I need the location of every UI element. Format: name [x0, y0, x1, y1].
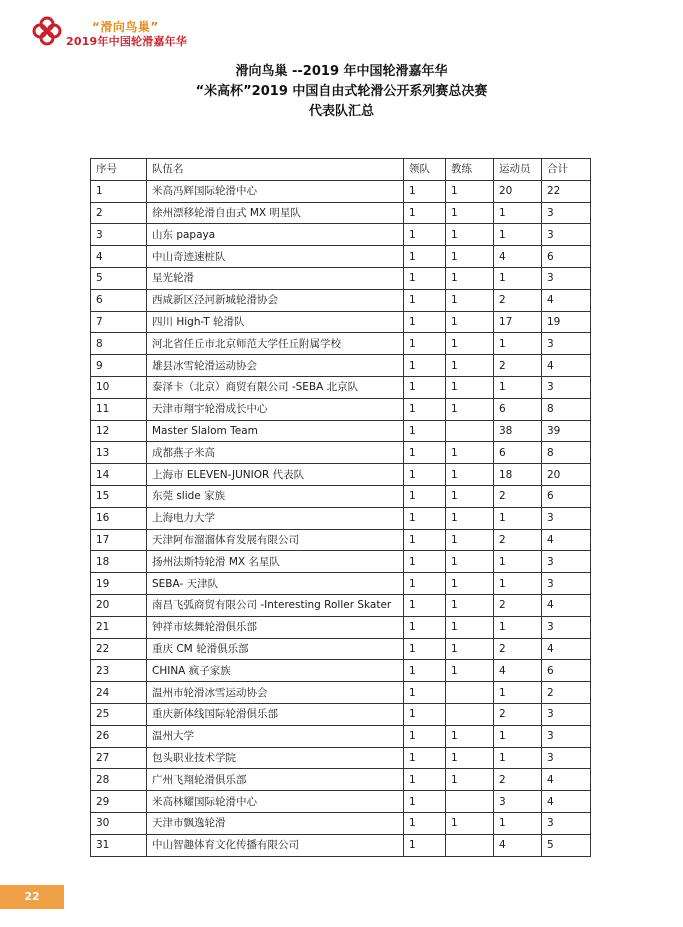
cell-total-count: 3 [542, 267, 591, 289]
cell-coach-count: 1 [446, 529, 494, 551]
cell-leader-count: 1 [404, 725, 446, 747]
cell-team-name: 成都燕子米高 [147, 442, 404, 464]
cell-team-name: 南昌飞弧商贸有限公司 -Interesting Roller Skater [147, 594, 404, 616]
cell-athlete-count: 2 [494, 529, 542, 551]
cell-leader-count: 1 [404, 682, 446, 704]
cell-leader-count: 1 [404, 202, 446, 224]
cell-leader-count: 1 [404, 224, 446, 246]
page-section-title: 代表队汇总 [308, 104, 374, 119]
cell-total-count: 4 [542, 769, 591, 791]
cell-athlete-count: 4 [494, 834, 542, 856]
cell-coach-count: 1 [446, 507, 494, 529]
logo-event-name: 2019年中国轮滑嘉年华 [66, 35, 188, 48]
cell-leader-count: 1 [404, 180, 446, 202]
cell-athlete-count: 1 [494, 747, 542, 769]
cell-leader-count: 1 [404, 703, 446, 725]
cell-total-count: 5 [542, 834, 591, 856]
cell-team-name: 河北省任丘市北京师范大学任丘附属学校 [147, 333, 404, 355]
cell-leader-count: 1 [404, 616, 446, 638]
cell-coach-count: 1 [446, 289, 494, 311]
table-row [91, 529, 591, 551]
table-row [91, 594, 591, 616]
cell-total-count: 4 [542, 289, 591, 311]
cell-team-name: 天津阿布溜溜体育发展有限公司 [147, 529, 404, 551]
cell-coach-count [446, 703, 494, 725]
cell-athlete-count: 1 [494, 725, 542, 747]
cell-coach-count: 1 [446, 224, 494, 246]
cell-team-name: 山东 papaya [147, 224, 404, 246]
cell-team-name: 东莞 slide 家族 [147, 485, 404, 507]
cell-athlete-count: 2 [494, 355, 542, 377]
cell-athlete-count: 1 [494, 507, 542, 529]
cell-team-name: 天津市翔宇轮滑成长中心 [147, 398, 404, 420]
cell-total-count: 3 [542, 202, 591, 224]
cell-coach-count: 1 [446, 333, 494, 355]
cell-coach-count: 1 [446, 267, 494, 289]
column-header-athlete-count: 运动员 [494, 159, 542, 181]
logo-slogan: “滑向鸟巢” [92, 20, 159, 34]
table-row [91, 376, 591, 398]
logo-emblem-icon [30, 14, 64, 48]
cell-total-count: 3 [542, 224, 591, 246]
cell-coach-count: 1 [446, 246, 494, 268]
cell-index: 31 [91, 834, 147, 856]
cell-index: 20 [91, 594, 147, 616]
cell-total-count: 2 [542, 682, 591, 704]
cell-coach-count: 1 [446, 747, 494, 769]
cell-coach-count: 1 [446, 638, 494, 660]
cell-athlete-count: 2 [494, 289, 542, 311]
cell-index: 18 [91, 551, 147, 573]
cell-index: 17 [91, 529, 147, 551]
cell-athlete-count: 1 [494, 376, 542, 398]
cell-index: 8 [91, 333, 147, 355]
cell-leader-count: 1 [404, 594, 446, 616]
cell-team-name: 钟祥市炫舞轮滑俱乐部 [147, 616, 404, 638]
table-row [91, 791, 591, 813]
cell-athlete-count: 2 [494, 769, 542, 791]
cell-coach-count: 1 [446, 398, 494, 420]
page-title: 滑向鸟巢 --2019 年中国轮滑嘉年华 [235, 64, 448, 79]
cell-total-count: 6 [542, 660, 591, 682]
table-row [91, 355, 591, 377]
table-row [91, 551, 591, 573]
table-row [91, 725, 591, 747]
cell-index: 6 [91, 289, 147, 311]
cell-athlete-count: 4 [494, 660, 542, 682]
cell-index: 27 [91, 747, 147, 769]
cell-team-name: 泰泽卡（北京）商贸有限公司 -SEBA 北京队 [147, 376, 404, 398]
table-row [91, 682, 591, 704]
cell-index: 15 [91, 485, 147, 507]
cell-team-name: CHINA 疯子家族 [147, 660, 404, 682]
cell-team-name: 米高冯辉国际轮滑中心 [147, 180, 404, 202]
table-row [91, 202, 591, 224]
table-row [91, 333, 591, 355]
cell-leader-count: 1 [404, 573, 446, 595]
cell-leader-count: 1 [404, 638, 446, 660]
table-row [91, 769, 591, 791]
cell-athlete-count: 38 [494, 420, 542, 442]
cell-index: 14 [91, 464, 147, 486]
event-logo [30, 14, 200, 50]
page-title-block [0, 62, 683, 122]
table-row [91, 180, 591, 202]
cell-coach-count: 1 [446, 660, 494, 682]
cell-leader-count: 1 [404, 311, 446, 333]
cell-total-count: 3 [542, 747, 591, 769]
cell-team-name: 重庆 CM 轮滑俱乐部 [147, 638, 404, 660]
cell-index: 10 [91, 376, 147, 398]
column-header-index: 序号 [91, 159, 147, 181]
cell-team-name: 广州飞翔轮滑俱乐部 [147, 769, 404, 791]
cell-total-count: 3 [542, 703, 591, 725]
cell-total-count: 3 [542, 616, 591, 638]
cell-team-name: 重庆新体线国际轮滑俱乐部 [147, 703, 404, 725]
cell-team-name: 天津市飘逸轮滑 [147, 812, 404, 834]
cell-team-name: SEBA- 天津队 [147, 573, 404, 595]
cell-index: 25 [91, 703, 147, 725]
table-row [91, 485, 591, 507]
cell-total-count: 19 [542, 311, 591, 333]
cell-team-name: 米高林耀国际轮滑中心 [147, 791, 404, 813]
cell-athlete-count: 1 [494, 682, 542, 704]
cell-total-count: 6 [542, 485, 591, 507]
cell-leader-count: 1 [404, 442, 446, 464]
table-row [91, 398, 591, 420]
cell-total-count: 3 [542, 551, 591, 573]
cell-leader-count: 1 [404, 791, 446, 813]
cell-coach-count: 1 [446, 376, 494, 398]
cell-athlete-count: 6 [494, 442, 542, 464]
cell-index: 2 [91, 202, 147, 224]
cell-team-name: 中山奇迹速桩队 [147, 246, 404, 268]
column-header-total-count: 合计 [542, 159, 591, 181]
cell-athlete-count: 1 [494, 573, 542, 595]
cell-athlete-count: 1 [494, 333, 542, 355]
cell-team-name: 中山智趣体育文化传播有限公司 [147, 834, 404, 856]
cell-leader-count: 1 [404, 355, 446, 377]
column-header-coach-count: 教练 [446, 159, 494, 181]
cell-leader-count: 1 [404, 529, 446, 551]
table-row [91, 812, 591, 834]
cell-index: 19 [91, 573, 147, 595]
cell-athlete-count: 1 [494, 616, 542, 638]
cell-coach-count [446, 834, 494, 856]
cell-athlete-count: 20 [494, 180, 542, 202]
cell-leader-count: 1 [404, 551, 446, 573]
cell-coach-count: 1 [446, 594, 494, 616]
cell-leader-count: 1 [404, 333, 446, 355]
cell-leader-count: 1 [404, 464, 446, 486]
cell-athlete-count: 1 [494, 202, 542, 224]
cell-total-count: 3 [542, 573, 591, 595]
cell-leader-count: 1 [404, 660, 446, 682]
table-row [91, 660, 591, 682]
cell-index: 29 [91, 791, 147, 813]
cell-athlete-count: 2 [494, 485, 542, 507]
cell-total-count: 8 [542, 442, 591, 464]
cell-athlete-count: 1 [494, 812, 542, 834]
cell-coach-count: 1 [446, 180, 494, 202]
cell-leader-count: 1 [404, 289, 446, 311]
cell-coach-count: 1 [446, 311, 494, 333]
cell-index: 26 [91, 725, 147, 747]
cell-total-count: 3 [542, 376, 591, 398]
cell-team-name: 四川 High-T 轮滑队 [147, 311, 404, 333]
table-row [91, 224, 591, 246]
cell-total-count: 3 [542, 507, 591, 529]
cell-leader-count: 1 [404, 834, 446, 856]
team-roster-table [90, 158, 591, 857]
column-header-team-name: 队伍名 [147, 159, 404, 181]
table-row [91, 464, 591, 486]
cell-coach-count: 1 [446, 464, 494, 486]
cell-coach-count: 1 [446, 551, 494, 573]
cell-leader-count: 1 [404, 376, 446, 398]
cell-coach-count: 1 [446, 769, 494, 791]
cell-total-count: 8 [542, 398, 591, 420]
table-row [91, 703, 591, 725]
cell-team-name: 西咸新区泾河新城轮滑协会 [147, 289, 404, 311]
cell-athlete-count: 2 [494, 703, 542, 725]
cell-index: 5 [91, 267, 147, 289]
cell-index: 9 [91, 355, 147, 377]
cell-team-name: 徐州漂移轮滑自由式 MX 明星队 [147, 202, 404, 224]
table-body [91, 180, 591, 856]
table-row [91, 638, 591, 660]
cell-leader-count: 1 [404, 485, 446, 507]
table-row [91, 442, 591, 464]
cell-coach-count: 1 [446, 485, 494, 507]
page-number: 22 [0, 885, 64, 909]
page-subtitle: “米高杯”2019 中国自由式轮滑公开系列赛总决赛 [195, 84, 488, 99]
cell-index: 23 [91, 660, 147, 682]
cell-index: 4 [91, 246, 147, 268]
cell-leader-count: 1 [404, 246, 446, 268]
cell-leader-count: 1 [404, 267, 446, 289]
cell-leader-count: 1 [404, 812, 446, 834]
table-row [91, 616, 591, 638]
cell-leader-count: 1 [404, 420, 446, 442]
cell-athlete-count: 2 [494, 638, 542, 660]
cell-team-name: 温州市轮滑冰雪运动协会 [147, 682, 404, 704]
cell-total-count: 4 [542, 355, 591, 377]
cell-total-count: 3 [542, 812, 591, 834]
cell-index: 16 [91, 507, 147, 529]
cell-index: 3 [91, 224, 147, 246]
table-row [91, 246, 591, 268]
cell-coach-count: 1 [446, 202, 494, 224]
cell-team-name: 上海市 ELEVEN-JUNIOR 代表队 [147, 464, 404, 486]
cell-index: 24 [91, 682, 147, 704]
cell-athlete-count: 4 [494, 246, 542, 268]
table-row [91, 573, 591, 595]
table-header-row [91, 159, 591, 181]
cell-total-count: 4 [542, 529, 591, 551]
cell-team-name: 包头职业技术学院 [147, 747, 404, 769]
cell-index: 7 [91, 311, 147, 333]
cell-team-name: 扬州法斯特轮滑 MX 名星队 [147, 551, 404, 573]
cell-athlete-count: 2 [494, 594, 542, 616]
cell-coach-count: 1 [446, 812, 494, 834]
cell-index: 21 [91, 616, 147, 638]
cell-coach-count: 1 [446, 573, 494, 595]
table-row [91, 507, 591, 529]
cell-athlete-count: 18 [494, 464, 542, 486]
cell-athlete-count: 17 [494, 311, 542, 333]
cell-index: 30 [91, 812, 147, 834]
cell-team-name: 温州大学 [147, 725, 404, 747]
cell-total-count: 22 [542, 180, 591, 202]
cell-athlete-count: 1 [494, 551, 542, 573]
cell-coach-count [446, 420, 494, 442]
cell-team-name: 上海电力大学 [147, 507, 404, 529]
table-row [91, 420, 591, 442]
cell-total-count: 6 [542, 246, 591, 268]
cell-team-name: Master Slalom Team [147, 420, 404, 442]
cell-coach-count: 1 [446, 442, 494, 464]
table-row [91, 311, 591, 333]
cell-athlete-count: 1 [494, 267, 542, 289]
cell-total-count: 3 [542, 333, 591, 355]
cell-index: 13 [91, 442, 147, 464]
cell-coach-count: 1 [446, 616, 494, 638]
cell-coach-count [446, 791, 494, 813]
cell-total-count: 20 [542, 464, 591, 486]
cell-team-name: 雄县冰雪轮滑运动协会 [147, 355, 404, 377]
table-row [91, 267, 591, 289]
cell-total-count: 3 [542, 725, 591, 747]
cell-athlete-count: 3 [494, 791, 542, 813]
table-row [91, 834, 591, 856]
cell-index: 1 [91, 180, 147, 202]
cell-coach-count [446, 682, 494, 704]
cell-total-count: 39 [542, 420, 591, 442]
cell-index: 11 [91, 398, 147, 420]
cell-athlete-count: 6 [494, 398, 542, 420]
cell-athlete-count: 1 [494, 224, 542, 246]
table-row [91, 289, 591, 311]
table-row [91, 747, 591, 769]
cell-total-count: 4 [542, 791, 591, 813]
cell-leader-count: 1 [404, 507, 446, 529]
cell-coach-count: 1 [446, 725, 494, 747]
cell-team-name: 星光轮滑 [147, 267, 404, 289]
cell-index: 28 [91, 769, 147, 791]
cell-index: 12 [91, 420, 147, 442]
cell-leader-count: 1 [404, 747, 446, 769]
cell-leader-count: 1 [404, 769, 446, 791]
column-header-leader-count: 领队 [404, 159, 446, 181]
cell-total-count: 4 [542, 638, 591, 660]
cell-coach-count: 1 [446, 355, 494, 377]
cell-total-count: 4 [542, 594, 591, 616]
cell-leader-count: 1 [404, 398, 446, 420]
cell-index: 22 [91, 638, 147, 660]
